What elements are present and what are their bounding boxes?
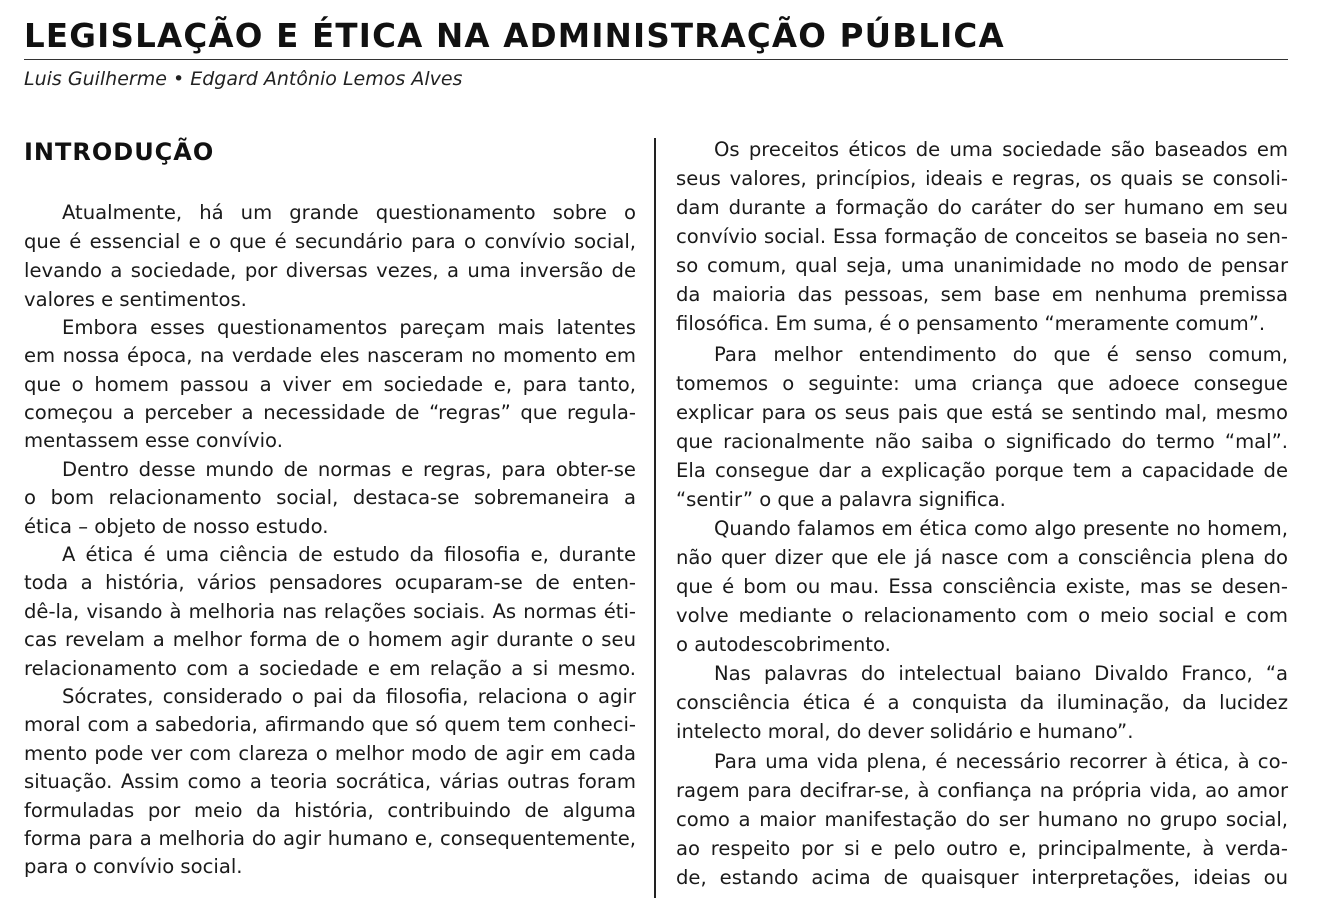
text-line: Para melhor entendimento do que é senso comum,: [714, 343, 1288, 366]
text-line: levando a sociedade, por diversas vezes, a uma inversão de: [24, 259, 636, 282]
authors-line: Luis Guilherme • Edgard Antônio Lemos Alves: [24, 68, 463, 90]
text-line: relacionamento com a sociedade e em relação a si mesmo.: [24, 657, 636, 680]
text-line: consciência ética é a conquista da iluminação, da lucidez: [676, 691, 1288, 714]
text-line: explicar para os seus pais que está se sentindo mal, mesmo: [676, 401, 1288, 424]
text-line: da maioria das pessoas, sem base em nenhuma premissa: [676, 283, 1288, 306]
text-line: situação. Assim como a teoria socrática, várias outras foram: [24, 770, 636, 793]
text-line: Sócrates, considerado o pai da filosofia, relaciona o agir: [62, 685, 636, 708]
text-line: Ela consegue dar a explicação porque tem a capacidade de: [676, 459, 1288, 482]
title-rule: [24, 59, 1288, 60]
text-line: o bom relacionamento social, destaca-se sobremaneira a: [24, 486, 636, 509]
text-line: valores e sentimentos.: [24, 288, 247, 311]
text-line: forma para a melhoria do agir humano e, consequentemente,: [24, 827, 636, 850]
text-line: que o homem passou a viver em sociedade e, para tanto,: [24, 373, 636, 396]
text-line: seus valores, princípios, ideais e regras, os quais se consoli-: [676, 167, 1288, 190]
text-line: de, estando acima de quaisquer interpretações, ideias ou: [676, 866, 1288, 889]
text-line: dê-la, visando à melhoria nas relações sociais. As normas éti-: [24, 600, 636, 623]
text-line: intelecto moral, do dever solidário e humano”.: [676, 720, 1134, 743]
text-line: para o convívio social.: [24, 855, 243, 878]
text-line: A ética é uma ciência de estudo da filosofia e, durante: [62, 543, 636, 566]
text-line: cas revelam a melhor forma de o homem agir durante o seu: [24, 628, 636, 651]
text-line: que é bom ou mau. Essa consciência existe, mas se desen-: [676, 575, 1288, 598]
column-divider: [654, 138, 656, 898]
text-line: começou a perceber a necessidade de “regras” que regula-: [24, 401, 636, 424]
text-line: filosófica. Em suma, é o pensamento “meramente comum”.: [676, 312, 1266, 335]
text-line: não quer dizer que ele já nasce com a consciência plena do: [676, 546, 1288, 569]
text-line: que racionalmente não saiba o significado do termo “mal”.: [676, 430, 1288, 453]
text-line: que é essencial e o que é secundário para o convívio social,: [24, 230, 636, 253]
text-line: so comum, qual seja, uma unanimidade no modo de pensar: [676, 254, 1288, 277]
text-line: Dentro desse mundo de normas e regras, para obter-se: [62, 458, 636, 481]
text-line: tomemos o seguinte: uma criança que adoece consegue: [676, 372, 1288, 395]
text-line: volve mediante o relacionamento com o meio social e com: [676, 604, 1288, 627]
text-line: Quando falamos em ética como algo presente no homem,: [714, 517, 1288, 540]
text-line: Nas palavras do intelectual baiano Divaldo Franco, “a: [714, 662, 1288, 685]
text-line: formuladas por meio da história, contribuindo de alguma: [24, 799, 636, 822]
text-line: moral com a sabedoria, afirmando que só quem tem conheci-: [24, 713, 636, 736]
text-line: Embora esses questionamentos pareçam mais latentes: [62, 316, 636, 339]
text-line: o autodescobrimento.: [676, 633, 891, 656]
text-line: dam durante a formação do caráter do ser humano em seu: [676, 196, 1288, 219]
text-line: toda a história, vários pensadores ocuparam-se de enten-: [24, 571, 636, 594]
text-line: mento pode ver com clareza o melhor modo de agir em cada: [24, 742, 636, 765]
text-line: Os preceitos éticos de uma sociedade são baseados em: [714, 138, 1288, 161]
text-line: Atualmente, há um grande questionamento sobre o: [62, 201, 636, 224]
text-line: ao respeito por si e pelo outro e, principalmente, à verda-: [676, 837, 1288, 860]
text-line: convívio social. Essa formação de conceitos se baseia no sen-: [676, 225, 1288, 248]
section-heading: INTRODUÇÃO: [24, 138, 215, 166]
text-line: ragem para decifrar-se, à confiança na própria vida, ao amor: [676, 779, 1288, 802]
text-line: em nossa época, na verdade eles nasceram no momento em: [24, 344, 636, 367]
text-line: “sentir” o que a palavra significa.: [676, 488, 1006, 511]
text-line: Para uma vida plena, é necessário recorrer à ética, à co-: [714, 750, 1288, 773]
text-line: como a maior manifestação do ser humano no grupo social,: [676, 808, 1288, 831]
page-title: LEGISLAÇÃO E ÉTICA NA ADMINISTRAÇÃO PÚBLICA: [24, 17, 1005, 55]
text-line: ética – objeto de nosso estudo.: [24, 515, 329, 538]
text-line: mentassem esse convívio.: [24, 429, 283, 452]
